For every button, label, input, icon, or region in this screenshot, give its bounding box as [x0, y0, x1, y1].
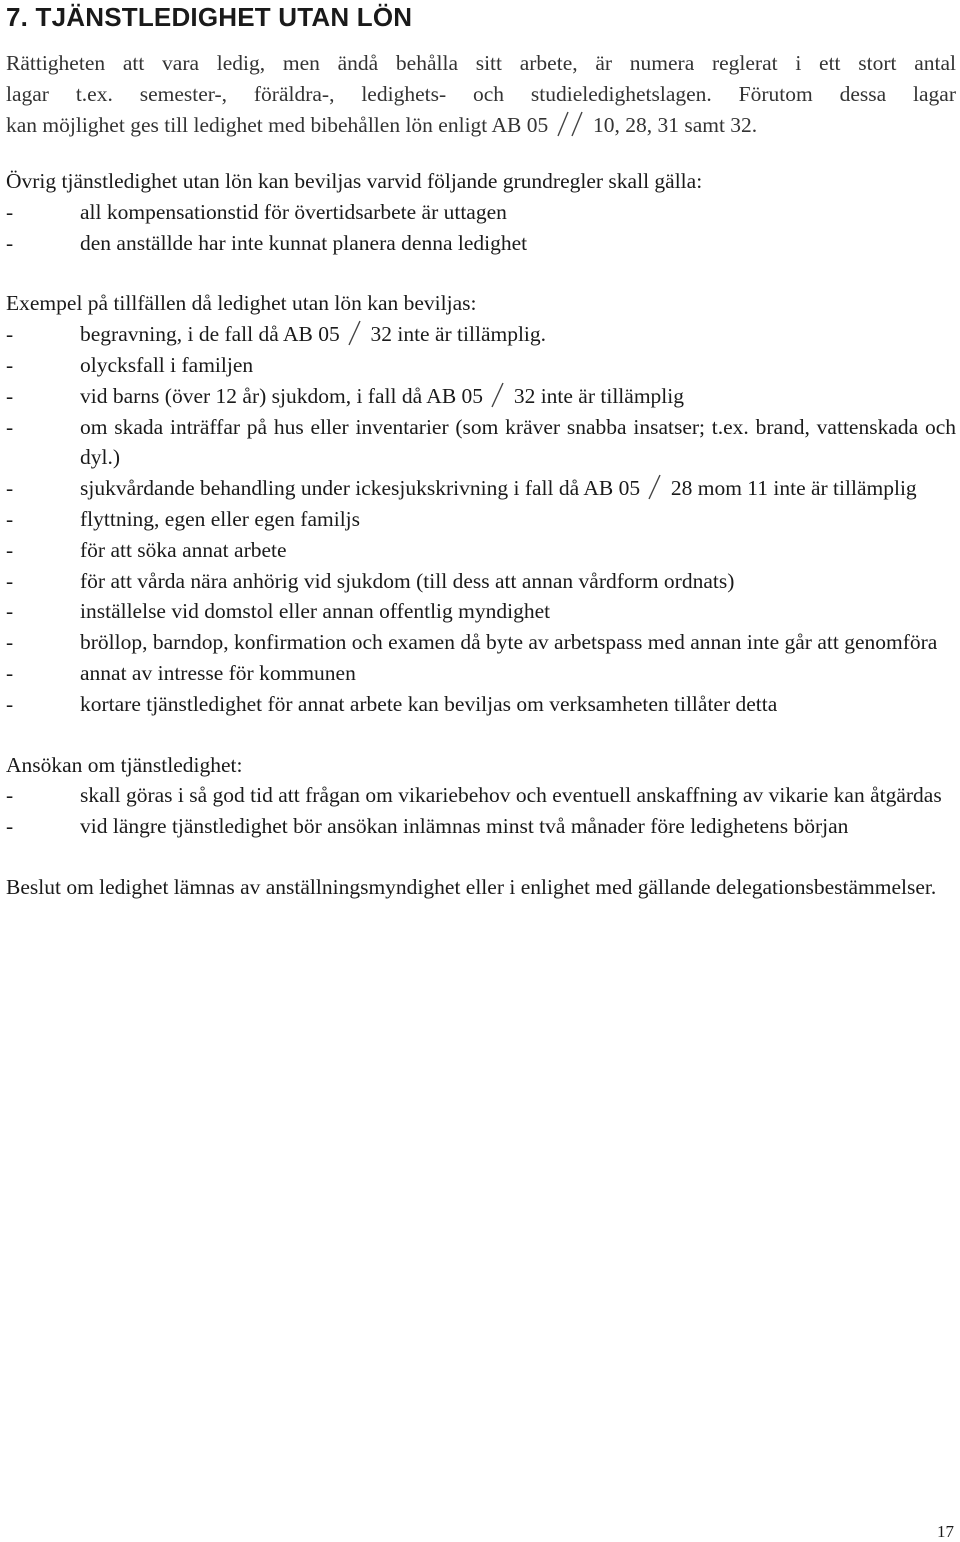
- list-item: - för att vårda nära anhörig vid sjukdom (till dess att annan vårdform ordnats): [6, 566, 956, 597]
- list-item: - bröllop, barndop, konfirmation och examen då byte av arbetspass med annan inte går att genomföra: [6, 627, 956, 658]
- list-item: [6, 319, 956, 350]
- list-item-text: 28 mom 11 inte är tillämplig: [670, 476, 917, 501]
- list-item-text: 32 inte är tillämplig.: [370, 322, 547, 347]
- list-item-text: sjukvårdande behandling under ickesjukskrivning i fall då AB 05: [80, 476, 641, 501]
- list-item: - om skada inträffar på hus eller inventarier (som kräver snabba insatser; t.ex. brand, vattenskada och dyl.): [6, 412, 956, 474]
- list-item-text: 32 inte är tillämplig: [513, 383, 684, 408]
- list-item: - olycksfall i familjen: [6, 350, 956, 381]
- list-item: [6, 381, 956, 412]
- intro-line-3-pre: kan möjlighet ges till ledighet med bibehållen lön enligt AB 05: [6, 113, 549, 137]
- ansokan-section: [6, 750, 956, 842]
- list-item-text: vid barns (över 12 år) sjukdom, i fall då AB 05: [80, 383, 484, 408]
- list-item: - för att söka annat arbete: [6, 535, 956, 566]
- section-sign-icon: [345, 319, 365, 347]
- section-sign-icon: [488, 381, 508, 409]
- ansokan-list: [6, 780, 956, 842]
- beslut-paragraph: Beslut om ledighet lämnas av anställningsmyndighet eller i enlighet med gällande delegationsbestämmelser.: [6, 874, 937, 899]
- grundregler-heading: Övrig tjänstledighet utan lön kan beviljas varvid följande grundregler skall gälla:: [6, 169, 703, 193]
- section-sign-icon: [554, 110, 588, 138]
- list-item: - vid längre tjänstledighet bör ansökan inlämnas minst två månader före ledighetens början: [6, 811, 956, 842]
- grundregler-section: [6, 166, 956, 258]
- intro-line-3-post: 10, 28, 31 samt 32.: [592, 113, 758, 137]
- intro-line-3: [6, 110, 956, 141]
- list-item: - flyttning, egen eller egen familjs: [6, 504, 956, 535]
- list-item: - skall göras i så god tid att frågan om vikariebehov och eventuell anskaffning av vikarie kan åtgärdas: [6, 780, 956, 811]
- beslut-section: [6, 872, 956, 903]
- ansokan-heading: Ansökan om tjänstledighet:: [6, 752, 243, 777]
- intro-line-2: lagar t.ex. semester-, föräldra-, ledighets- och studieledighetslagen. Förutom dessa lagar: [6, 82, 956, 106]
- list-item: - all kompensationstid för övertidsarbete är uttagen: [6, 197, 956, 228]
- list-item: - kortare tjänstledighet för annat arbete kan beviljas om verksamheten tillåter detta: [6, 689, 956, 720]
- intro-paragraph: [6, 48, 956, 141]
- grundregler-list: [6, 197, 956, 259]
- exempel-list: [6, 319, 956, 719]
- list-item: [6, 473, 956, 504]
- section-title: 7. TJÄNSTLEDIGHET UTAN LÖN: [6, 2, 413, 32]
- document-page: [6, 0, 956, 903]
- list-item: - inställelse vid domstol eller annan offentlig myndighet: [6, 596, 956, 627]
- section-sign-icon: [645, 473, 665, 501]
- exempel-section: [6, 288, 956, 719]
- list-item-text: begravning, i de fall då AB 05: [80, 322, 340, 347]
- exempel-heading: Exempel på tillfällen då ledighet utan lön kan beviljas:: [6, 291, 477, 316]
- page-number: 17: [937, 1522, 954, 1541]
- intro-line-1: Rättigheten att vara ledig, men ändå behålla sitt arbete, är numera reglerat i ett stort antal: [6, 51, 956, 75]
- list-item: - den anställde har inte kunnat planera denna ledighet: [6, 228, 956, 259]
- list-item: - annat av intresse för kommunen: [6, 658, 956, 689]
